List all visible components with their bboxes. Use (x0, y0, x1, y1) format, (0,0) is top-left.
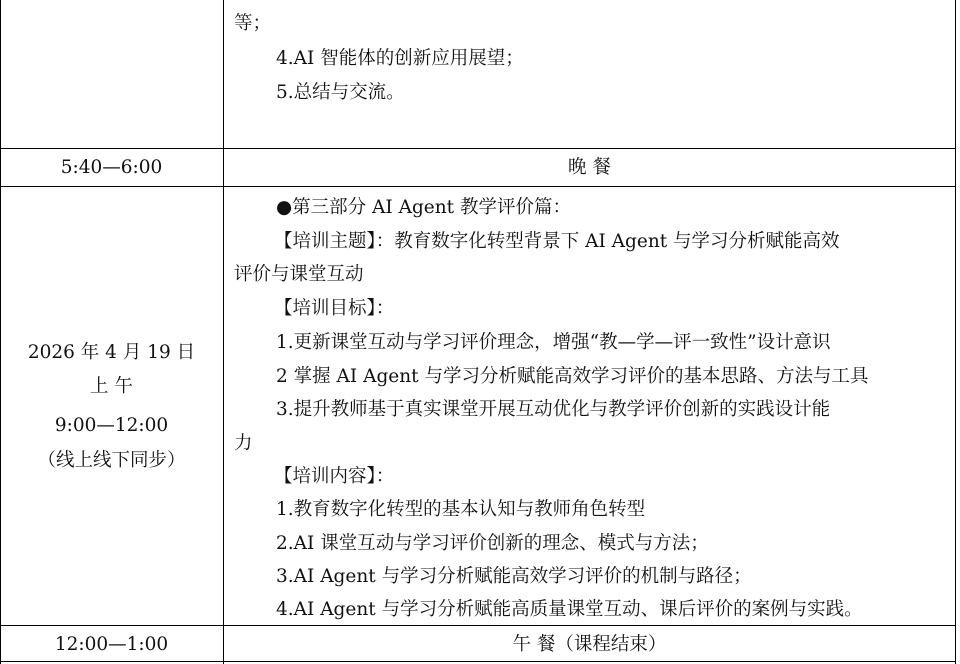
session-time: 9:00—12:00 (54, 415, 169, 436)
session-date: 2026 年 4 月 19 日 (27, 342, 196, 363)
content-item: 4.AI Agent 与学习分析赋能高质量课堂互动、课后评价的案例与实践。 (276, 599, 863, 620)
goal-item: 2 掌握 AI Agent 与学习分析赋能高效学习评价的基本思路、方法与工具 (276, 366, 869, 387)
table-right-border (955, 0, 956, 664)
goal-item-continued: 力 (234, 433, 253, 454)
session-mode: （线上线下同步） (37, 450, 186, 471)
lunch-time: 12:00—1:00 (54, 634, 169, 655)
content-item: 1.教育数字化转型的基本认知与教师角色转型 (276, 499, 646, 520)
top-cell-line: 4.AI 智能体的创新应用展望； (276, 48, 524, 69)
content-item: 2.AI 课堂互动与学习评价创新的理念、模式与方法； (276, 533, 709, 554)
top-cell-line: 等； (234, 13, 272, 34)
dinner-label: 晚 餐 (568, 157, 611, 178)
section-heading-text: 第三部分 AI Agent 教学评价篇： (292, 197, 571, 218)
table-bottom-border (0, 661, 956, 662)
theme-line-continued: 评价与课堂互动 (234, 264, 364, 285)
lunch-label: 午 餐（课程结束） (512, 634, 667, 655)
dinner-time: 5:40—6:00 (60, 157, 163, 178)
section-heading (276, 196, 571, 220)
top-cell-line: 5.总结与交流。 (276, 82, 405, 103)
session-period: 上 午 (90, 376, 133, 397)
bullet-icon: ● (276, 197, 293, 218)
table-left-border (0, 0, 1, 664)
content-label: 【培训内容】： (274, 466, 395, 487)
row-divider (0, 625, 956, 626)
goal-item: 3.提升教师基于真实课堂开展互动优化与教学评价创新的实践设计能 (276, 399, 831, 420)
content-item: 3.AI Agent 与学习分析赋能高效学习评价的机制与路径； (276, 566, 752, 587)
goal-item: 1.更新课堂互动与学习评价理念，增强“教—学—评一致性”设计意识 (276, 332, 831, 353)
goals-label: 【培训目标】： (274, 298, 395, 319)
theme-line: 【培训主题】：教育数字化转型背景下 AI Agent 与学习分析赋能高效 (274, 231, 840, 252)
row-divider (0, 148, 956, 149)
column-divider (223, 0, 224, 664)
row-divider (0, 186, 956, 187)
